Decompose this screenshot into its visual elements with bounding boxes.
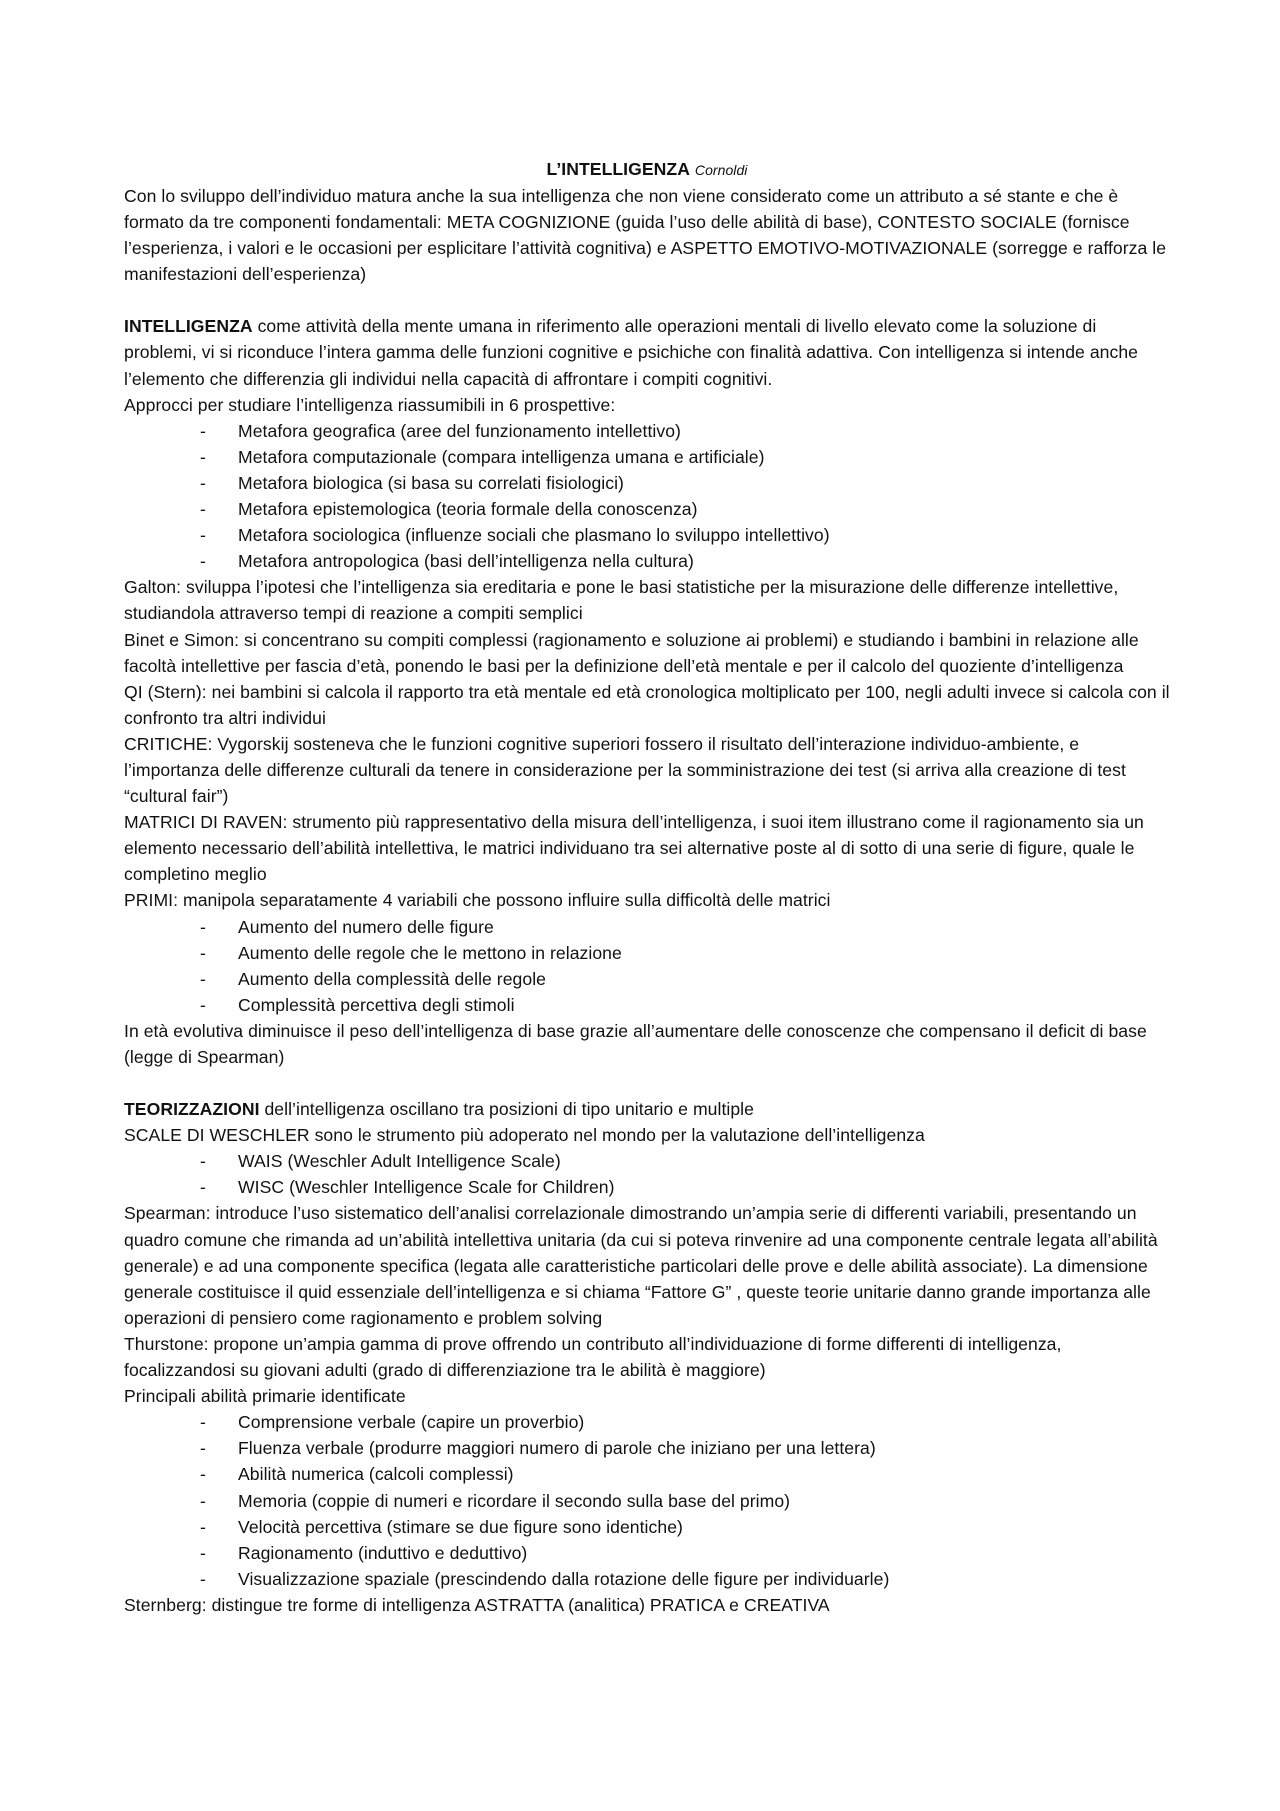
sternberg-paragraph: Sternberg: distingue tre forme di intelligenza ASTRATTA (analitica) PRATICA e CREATIVA xyxy=(124,1594,830,1615)
list-item: - WAIS (Weschler Adult Intelligence Scale) xyxy=(124,1148,1170,1174)
dash-bullet: - xyxy=(200,1151,206,1172)
binet-simon-paragraph: Binet e Simon: si concentrano su compiti complessi (ragionamento e soluzione ai problemi) e studiando i bambini in relazione alle facoltà intellettive per fascia d’età, ponendo le basi per la definizione dell’età mentale e per il calcolo del quoziente d’intelligenza xyxy=(124,629,1139,676)
dash-bullet: - xyxy=(200,472,206,493)
theories-heading xyxy=(124,1096,1170,1122)
spearman-paragraph: Spearman: introduce l’uso sistematico dell’analisi correlazionale dimostrando un’ampia serie di differenti variabili, presentando un quadro comune che rimanda ad un’abilità intellettiva unitaria (da cui si poteva rinvenire ad una componente centrale legata all’abilità generale) e ad una componente specifica (legata alle caratteristiche particolari delle prove e delle abilità associate). La dimensione generale costituisce il quid essenziale dell’intelligenza e si chiama “Fattore G” , queste teorie unitarie danno grande importanza alle operazioni di pensiero come ragionamento e problem solving xyxy=(124,1203,1158,1328)
list-item: - Aumento delle regole che le mettono in relazione xyxy=(124,940,1170,966)
dash-bullet: - xyxy=(200,916,206,937)
dash-bullet: - xyxy=(200,1412,206,1433)
abilities-intro: Principali abilità primarie identificate xyxy=(124,1386,406,1407)
list-item: - Memoria (coppie di numeri e ricordare il secondo sulla base del primo) xyxy=(124,1488,1170,1514)
weschler-list xyxy=(124,1148,1170,1200)
dash-bullet: - xyxy=(200,420,206,441)
section-heading-rest: come attività della mente umana in riferimento alle operazioni mentali di livello elevato come la soluzione di problemi, vi si riconduce l’intera gamma delle funzioni cognitive e psichiche con finalità adattiva. Con intelligenza si intende anche l’elemento che differenzia gli individui nella capacità di affrontare i compiti cognitivi. xyxy=(124,316,1139,389)
dash-bullet: - xyxy=(200,994,206,1015)
list-item: - Metafora epistemologica (teoria formale della conoscenza) xyxy=(124,496,1170,522)
list-item: - Fluenza verbale (produrre maggiori numero di parole che iniziano per una lettera) xyxy=(124,1435,1170,1461)
title-main: L’INTELLIGENZA xyxy=(546,159,690,179)
list-item: - Metafora biologica (si basa su correlati fisiologici) xyxy=(124,470,1170,496)
section-heading-intelligenza: INTELLIGENZA xyxy=(124,316,253,337)
dash-bullet: - xyxy=(200,1438,206,1459)
document-body xyxy=(124,156,1170,1618)
list-item: - Aumento del numero delle figure xyxy=(124,914,1170,940)
weschler-paragraph: SCALE DI WESCHLER sono le strumento più adoperato nel mondo per la valutazione dell’intelligenza xyxy=(124,1125,925,1146)
list-item: - Metafora computazionale (compara intelligenza umana e artificiale) xyxy=(124,444,1170,470)
metaphor-list xyxy=(124,418,1170,575)
intro-paragraph: Con lo sviluppo dell’individuo matura anche la sua intelligenza che non viene considerato come un attributo a sé stante e che è formato da tre componenti fondamentali: META COGNIZIONE (guida l’uso delle abilità di base), CONTESTO SOCIALE (fornisce l’esperienza, i valori e le occasioni per esplicitare l’attività cognitiva) e ASPETTO EMOTIVO-MOTIVAZIONALE (sorregge e rafforza le manifestazioni dell’esperienza) xyxy=(124,186,1167,285)
primi-list xyxy=(124,914,1170,1018)
list-item: - Velocità percettiva (stimare se due figure sono identiche) xyxy=(124,1514,1170,1540)
list-item: - Abilità numerica (calcoli complessi) xyxy=(124,1461,1170,1487)
list-item: - Visualizzazione spaziale (prescindendo dalla rotazione delle figure per individuarle) xyxy=(124,1566,1170,1592)
dash-bullet: - xyxy=(200,968,206,989)
list-item: - WISC (Weschler Intelligence Scale for Children) xyxy=(124,1174,1170,1200)
abilities-list xyxy=(124,1409,1170,1592)
dash-bullet: - xyxy=(200,1177,206,1198)
dash-bullet: - xyxy=(200,1516,206,1537)
list-item: - Aumento della complessità delle regole xyxy=(124,966,1170,992)
section-heading-teorizzazioni: TEORIZZAZIONI xyxy=(124,1099,260,1120)
list-item: - Metafora antropologica (basi dell’intelligenza nella cultura) xyxy=(124,548,1170,574)
primi-paragraph: PRIMI: manipola separatamente 4 variabili che possono influire sulla difficoltà delle matrici xyxy=(124,890,831,911)
spacer xyxy=(124,1070,1170,1096)
critiche-paragraph: CRITICHE: Vygorskij sosteneva che le funzioni cognitive superiori fossero il risultato dell’interazione individuo-ambiente, e l’importanza delle differenze culturali da tenere in considerazione per la somministrazione dei test (si arriva alla creazione di test “cultural fair”) xyxy=(124,733,1126,807)
title-author: Cornoldi xyxy=(694,162,748,178)
dash-bullet: - xyxy=(200,499,206,520)
dash-bullet: - xyxy=(200,525,206,546)
dash-bullet: - xyxy=(200,1490,206,1511)
approaches-intro: Approcci per studiare l’intelligenza riassumibili in 6 prospettive: xyxy=(124,394,616,415)
list-item: - Metafora sociologica (influenze sociali che plasmano lo sviluppo intellettivo) xyxy=(124,522,1170,548)
dash-bullet: - xyxy=(200,1542,206,1563)
spearman-law-paragraph: In età evolutiva diminuisce il peso dell’intelligenza di base grazie all’aumentare delle conoscenze che compensano il deficit di base (legge di Spearman) xyxy=(124,1020,1147,1067)
list-item: - Complessità percettiva degli stimoli xyxy=(124,992,1170,1018)
intelligence-definition xyxy=(124,313,1170,391)
dash-bullet: - xyxy=(200,942,206,963)
list-item: - Ragionamento (induttivo e deduttivo) xyxy=(124,1540,1170,1566)
page-title xyxy=(124,156,1170,183)
raven-paragraph: MATRICI DI RAVEN: strumento più rappresentativo della misura dell’intelligenza, i suoi item illustrano come il ragionamento sia un elemento necessario dell’abilità intellettiva, le matrici individuano tra sei alternative poste al di sotto di una serie di figure, quale le completino meglio xyxy=(124,812,1144,885)
thurstone-paragraph: Thurstone: propone un’ampia gamma di prove offrendo un contributo all’individuazione di forme differenti di intelligenza, focalizzandosi su giovani adulti (grado di differenziazione tra le abilità è maggiore) xyxy=(124,1333,1062,1381)
section-heading-rest: dell’intelligenza oscillano tra posizioni di tipo unitario e multiple xyxy=(259,1099,754,1120)
dash-bullet: - xyxy=(200,551,206,572)
galton-paragraph: Galton: sviluppa l’ipotesi che l’intelligenza sia ereditaria e pone le basi statistiche per la misurazione delle differenze intellettive, studiandola attraverso tempi di reazione a compiti semplici xyxy=(124,577,1119,624)
list-item: - Comprensione verbale (capire un proverbio) xyxy=(124,1409,1170,1435)
spacer xyxy=(124,287,1170,313)
list-item: - Metafora geografica (aree del funzionamento intellettivo) xyxy=(124,418,1170,444)
qi-paragraph: QI (Stern): nei bambini si calcola il rapporto tra età mentale ed età cronologica moltiplicato per 100, negli adulti invece si calcola con il confronto tra altri individui xyxy=(124,681,1170,728)
dash-bullet: - xyxy=(200,1464,206,1485)
dash-bullet: - xyxy=(200,1568,206,1589)
dash-bullet: - xyxy=(200,446,206,467)
